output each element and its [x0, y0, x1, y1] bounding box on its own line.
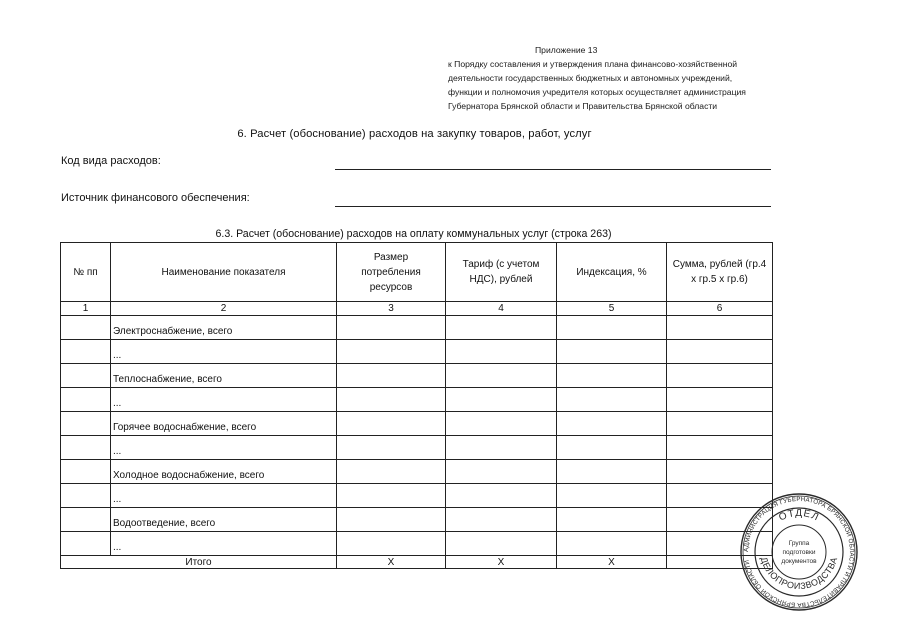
- funding-source-label: Источник финансового обеспечения:: [61, 192, 250, 204]
- cell-number[interactable]: [61, 412, 111, 436]
- cell-number[interactable]: [61, 388, 111, 412]
- cell-consumption[interactable]: [337, 436, 446, 460]
- cell-tariff[interactable]: [446, 412, 557, 436]
- cell-number[interactable]: [61, 484, 111, 508]
- cell-indicator: Горячее водоснабжение, всего: [111, 412, 337, 436]
- annex-header: [448, 43, 778, 113]
- cell-indicator: Теплоснабжение, всего: [111, 364, 337, 388]
- cell-indicator: Водоотведение, всего: [111, 508, 337, 532]
- cell-number[interactable]: [61, 532, 111, 556]
- header-consumption: Размер потребления ресурсов: [337, 243, 446, 302]
- table-row: [61, 388, 773, 412]
- cell-consumption[interactable]: [337, 388, 446, 412]
- cell-indexation[interactable]: [557, 388, 667, 412]
- expense-code-label: Код вида расходов:: [61, 155, 161, 167]
- column-number: 3: [337, 302, 446, 316]
- cell-consumption[interactable]: [337, 316, 446, 340]
- header-sum: Сумма, рублей (гр.4 х гр.5 х гр.6): [667, 243, 773, 302]
- cell-indexation[interactable]: [557, 412, 667, 436]
- expense-code-field[interactable]: [335, 169, 771, 170]
- annex-line: Губернатора Брянской области и Правительства Брянской области: [448, 101, 718, 111]
- column-number: 5: [557, 302, 667, 316]
- total-row: [61, 556, 773, 569]
- cell-indexation[interactable]: [557, 316, 667, 340]
- header-indexation: Индексация, %: [557, 243, 667, 302]
- cell-consumption[interactable]: [337, 364, 446, 388]
- cell-indicator: Электроснабжение, всего: [111, 316, 337, 340]
- cell-number[interactable]: [61, 436, 111, 460]
- stamp-dept-bottom: ДЕЛОПРОИЗВОДСТВА: [758, 555, 840, 592]
- cell-indicator: ...: [111, 388, 337, 412]
- table-row: [61, 460, 773, 484]
- cell-tariff[interactable]: [446, 484, 557, 508]
- cell-consumption[interactable]: [337, 484, 446, 508]
- cell-sum[interactable]: [667, 316, 773, 340]
- cell-indicator: ...: [111, 484, 337, 508]
- stamp-center-line: документов: [781, 558, 817, 565]
- cell-tariff[interactable]: [446, 508, 557, 532]
- table-row: [61, 412, 773, 436]
- column-number: 1: [61, 302, 111, 316]
- annex-line: к Порядку составления и утверждения плана финансово-хозяйственной: [448, 59, 738, 69]
- header-number: № пп: [61, 243, 111, 302]
- table-row: [61, 508, 773, 532]
- section-title-text: 6. Расчет (обоснование) расходов на закупку товаров, работ, услуг: [237, 128, 592, 140]
- cell-tariff[interactable]: [446, 340, 557, 364]
- table-row: [61, 532, 773, 556]
- header-indicator-name: Наименование показателя: [111, 243, 337, 302]
- stamp-center-line: Группа: [788, 540, 810, 547]
- cell-consumption[interactable]: [337, 460, 446, 484]
- table-header-row: [61, 243, 773, 302]
- cell-consumption[interactable]: [337, 532, 446, 556]
- cell-tariff[interactable]: [446, 460, 557, 484]
- cell-indexation[interactable]: [557, 340, 667, 364]
- section-title: [0, 128, 905, 140]
- funding-source-field[interactable]: [335, 206, 771, 207]
- annex-title: Приложение 13: [535, 45, 598, 55]
- cell-indexation[interactable]: [557, 436, 667, 460]
- cell-number[interactable]: [61, 460, 111, 484]
- cell-number[interactable]: [61, 364, 111, 388]
- subsection-title: [0, 228, 905, 240]
- cell-indexation[interactable]: [557, 484, 667, 508]
- cell-indexation[interactable]: [557, 460, 667, 484]
- cell-indicator: ...: [111, 532, 337, 556]
- annex-line: функции и полномочия учредителя которых осуществляет администрация: [448, 87, 746, 97]
- department-stamp: [739, 492, 859, 612]
- cell-sum[interactable]: [667, 388, 773, 412]
- column-number: 2: [111, 302, 337, 316]
- total-tariff: Х: [446, 556, 557, 569]
- cell-indicator: Холодное водоснабжение, всего: [111, 460, 337, 484]
- cell-indexation[interactable]: [557, 364, 667, 388]
- cell-sum[interactable]: [667, 436, 773, 460]
- annex-line: деятельности государственных бюджетных и автономных учреждений,: [448, 73, 733, 83]
- cell-consumption[interactable]: [337, 412, 446, 436]
- cell-number[interactable]: [61, 340, 111, 364]
- cell-sum[interactable]: [667, 364, 773, 388]
- cell-number[interactable]: [61, 508, 111, 532]
- utilities-table: [60, 242, 773, 569]
- cell-tariff[interactable]: [446, 532, 557, 556]
- header-tariff: Тариф (с учетом НДС), рублей: [446, 243, 557, 302]
- cell-indexation[interactable]: [557, 508, 667, 532]
- cell-consumption[interactable]: [337, 508, 446, 532]
- cell-tariff[interactable]: [446, 364, 557, 388]
- total-label: Итого: [61, 556, 337, 569]
- cell-sum[interactable]: [667, 412, 773, 436]
- table-row: [61, 316, 773, 340]
- total-consumption: Х: [337, 556, 446, 569]
- cell-consumption[interactable]: [337, 340, 446, 364]
- total-indexation: Х: [557, 556, 667, 569]
- cell-indicator: ...: [111, 436, 337, 460]
- cell-tariff[interactable]: [446, 316, 557, 340]
- cell-sum[interactable]: [667, 340, 773, 364]
- cell-tariff[interactable]: [446, 436, 557, 460]
- column-number-row: [61, 302, 773, 316]
- column-number: 6: [667, 302, 773, 316]
- stamp-dept-top: ОТДЕЛ: [777, 507, 821, 524]
- table-row: [61, 364, 773, 388]
- table-row: [61, 340, 773, 364]
- column-number: 4: [446, 302, 557, 316]
- table-row: [61, 484, 773, 508]
- stamp-center-line: подготовки: [782, 549, 816, 556]
- cell-sum[interactable]: [667, 460, 773, 484]
- subsection-title-text: 6.3. Расчет (обоснование) расходов на оплату коммунальных услуг (строка 263): [215, 228, 612, 240]
- cell-number[interactable]: [61, 316, 111, 340]
- cell-tariff[interactable]: [446, 388, 557, 412]
- cell-indexation[interactable]: [557, 532, 667, 556]
- cell-indicator: ...: [111, 340, 337, 364]
- stamp-outer-text: АДМИНИСТРАЦИЯ ГУБЕРНАТОРА БРЯНСКОЙ ОБЛАСТИ И ПРАВИТЕЛЬСТВА БРЯНСКОЙ ОБЛАСТИ: [742, 495, 856, 609]
- table-row: [61, 436, 773, 460]
